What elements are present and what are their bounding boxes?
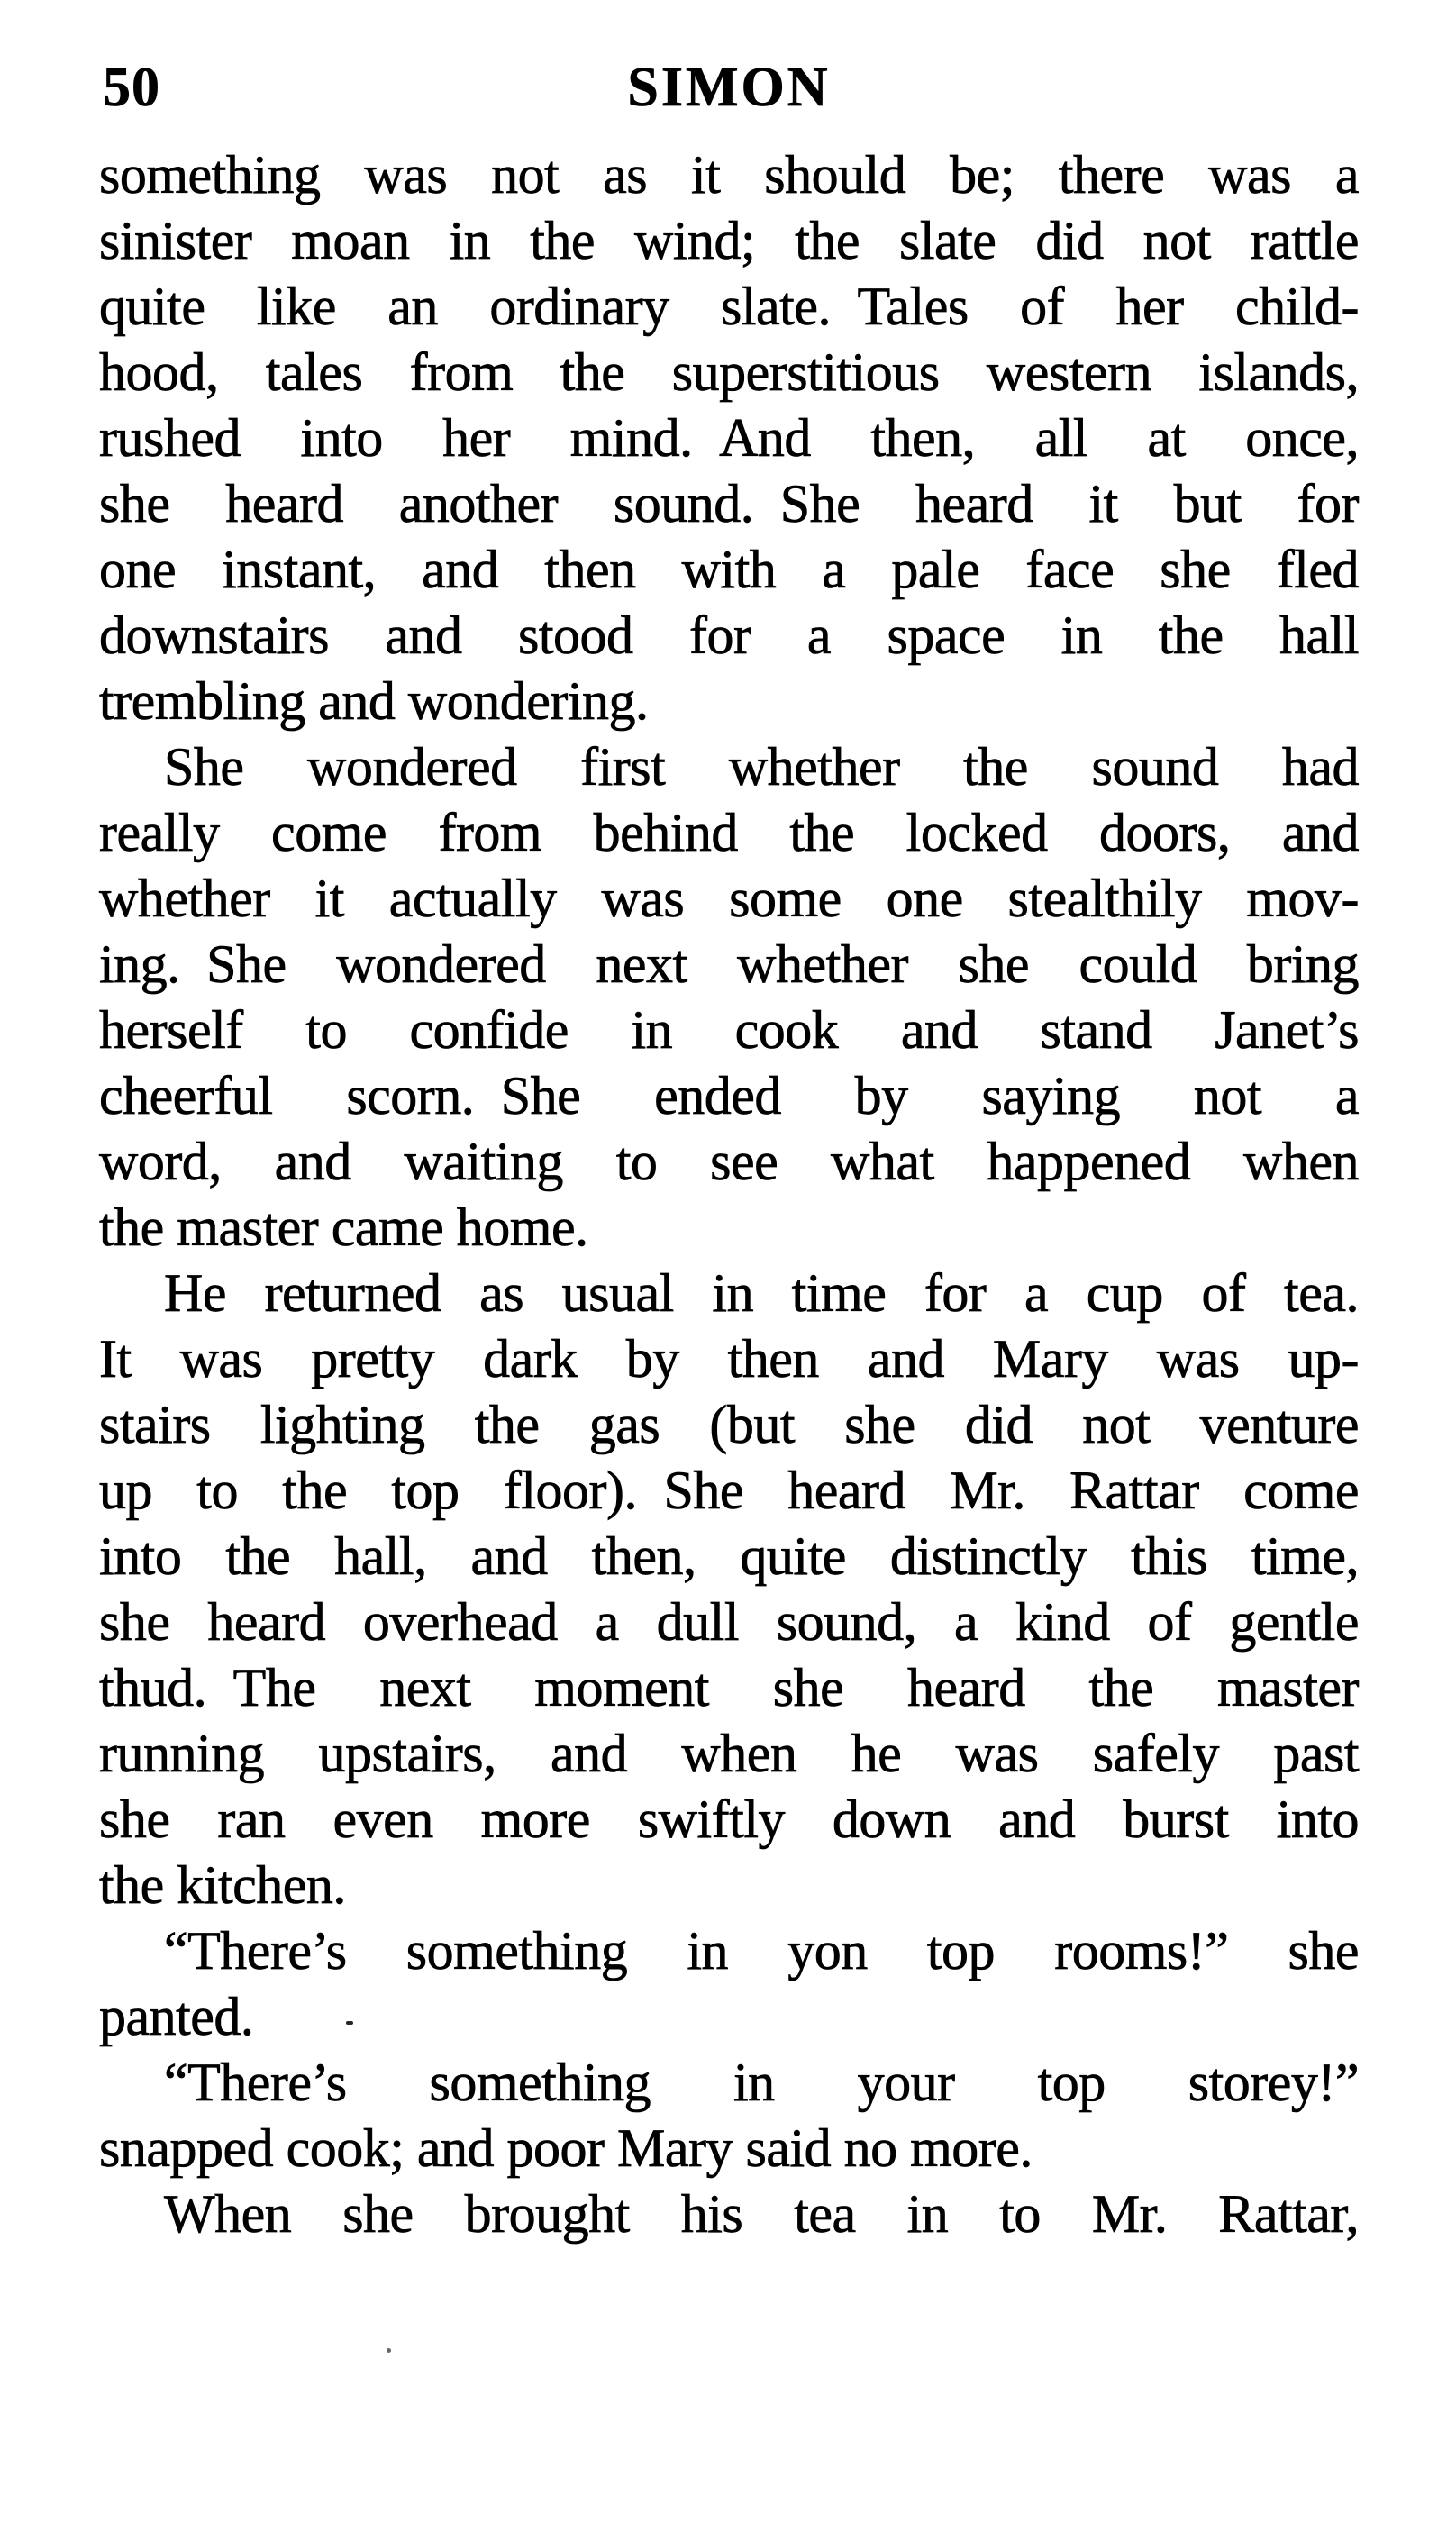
text-line paragraph-start: He returned as usual in time for a cup of tea. (164, 1263, 1359, 1323)
text-line paragraph-start: “There’s something in yon top rooms!” she (164, 1921, 1359, 1981)
text-line: hood, tales from the superstitious western islands, (99, 342, 1359, 402)
text-line: panted. (99, 1987, 254, 2046)
text-line: trembling and wondering. (99, 671, 649, 731)
page-number: 50 (103, 57, 160, 118)
text-line: rushed into her mind. And then, all at once, (99, 408, 1359, 468)
text-line paragraph-start: When she brought his tea in to Mr. Rattar, (164, 2184, 1359, 2244)
text-line: she heard overhead a dull sound, a kind of gentle (99, 1592, 1359, 1652)
text-line: thud. The next moment she heard the master (99, 1658, 1359, 1717)
text-line: something was not as it should be; there was a (99, 145, 1359, 205)
text-line: sinister moan in the wind; the slate did not rattle (99, 211, 1359, 270)
text-line: herself to confide in cook and stand Janet’s (99, 1000, 1359, 1060)
text-line: the master came home. (99, 1198, 588, 1257)
text-line: snapped cook; and poor Mary said no more. (99, 2118, 1033, 2178)
text-line paragraph-start: “There’s something in your top storey!” (164, 2053, 1359, 2112)
text-line: cheerful scorn. She ended by saying not a (99, 1066, 1359, 1125)
text-line: stairs lighting the gas (but she did not venture (99, 1395, 1359, 1454)
text-line: word, and waiting to see what happened when (99, 1132, 1359, 1191)
text-line: ing. She wondered next whether she could bring (99, 934, 1359, 994)
running-title: SIMON (627, 57, 831, 118)
text-line: really come from behind the locked doors, and (99, 803, 1359, 862)
text-line: It was pretty dark by then and Mary was up- (99, 1329, 1359, 1389)
text-line: one instant, and then with a pale face she fled (99, 540, 1359, 599)
scan-speck (387, 2348, 391, 2353)
text-line: running upstairs, and when he was safely past (99, 1724, 1359, 1783)
text-line paragraph-start: She wondered first whether the sound had (164, 737, 1359, 797)
text-line: quite like an ordinary slate. Tales of her child- (99, 277, 1359, 336)
text-line: up to the top floor). She heard Mr. Rattar come (99, 1461, 1359, 1520)
body-text (99, 142, 1359, 2247)
text-line: into the hall, and then, quite distinctly this time, (99, 1526, 1359, 1586)
scan-speck (346, 2021, 353, 2025)
text-line: the kitchen. (99, 1855, 346, 1915)
text-line: she ran even more swiftly down and burst into (99, 1790, 1359, 1849)
text-line: whether it actually was some one stealthily mov- (99, 869, 1359, 928)
page-header (99, 56, 1359, 119)
text-line: downstairs and stood for a space in the hall (99, 606, 1359, 665)
text-line: she heard another sound. She heard it but for (99, 474, 1359, 533)
